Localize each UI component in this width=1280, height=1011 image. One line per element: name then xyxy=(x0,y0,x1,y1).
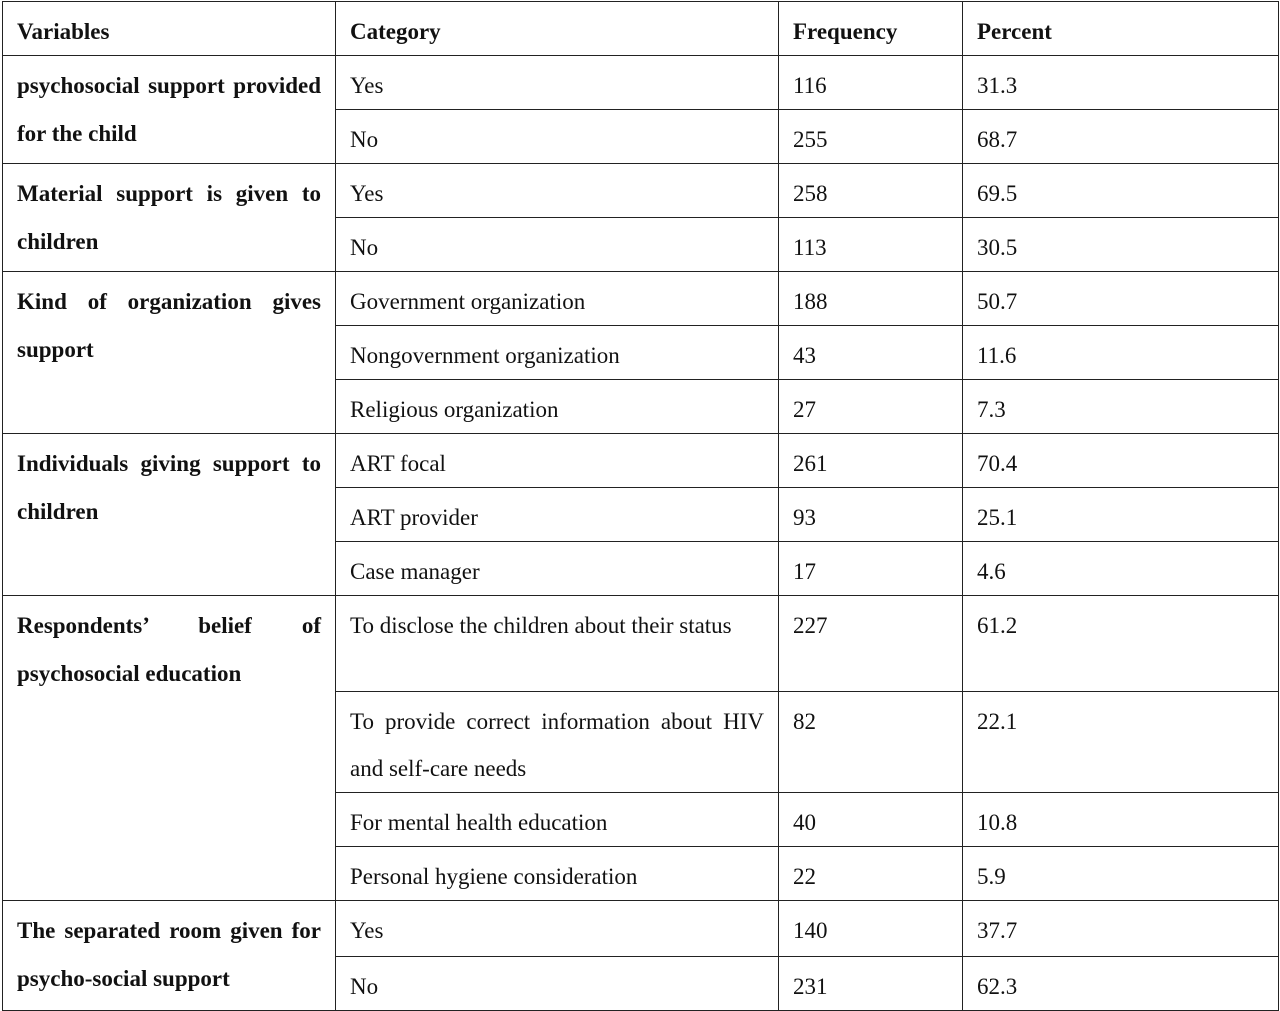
variable-cell: psychosocial support provided for the child xyxy=(3,56,336,164)
frequency-cell: 93 xyxy=(779,488,963,542)
frequency-cell: 40 xyxy=(779,793,963,847)
category-cell: Case manager xyxy=(336,542,779,596)
percent-cell: 68.7 xyxy=(963,110,1279,164)
percent-cell: 25.1 xyxy=(963,488,1279,542)
category-cell: ART provider xyxy=(336,488,779,542)
percent-cell: 11.6 xyxy=(963,326,1279,380)
table-row xyxy=(3,434,1279,488)
category-cell: Nongovernment organization xyxy=(336,326,779,380)
percent-cell: 37.7 xyxy=(963,901,1279,957)
frequency-cell: 258 xyxy=(779,164,963,218)
header-variables: Variables xyxy=(3,2,336,56)
category-cell: Personal hygiene consideration xyxy=(336,847,779,901)
header-category: Category xyxy=(336,2,779,56)
frequency-cell: 113 xyxy=(779,218,963,272)
header-row xyxy=(3,2,1279,56)
variable-cell: The separated room given for psycho-social support xyxy=(3,901,336,1011)
frequency-cell: 43 xyxy=(779,326,963,380)
frequency-cell: 27 xyxy=(779,380,963,434)
percent-cell: 5.9 xyxy=(963,847,1279,901)
table-row xyxy=(3,272,1279,326)
table-row xyxy=(3,596,1279,692)
table-row xyxy=(3,901,1279,957)
frequency-cell: 188 xyxy=(779,272,963,326)
percent-cell: 61.2 xyxy=(963,596,1279,692)
frequency-cell: 140 xyxy=(779,901,963,957)
frequency-cell: 261 xyxy=(779,434,963,488)
table-row xyxy=(3,164,1279,218)
frequency-cell: 231 xyxy=(779,957,963,1011)
header-percent: Percent xyxy=(963,2,1279,56)
frequency-cell: 116 xyxy=(779,56,963,110)
percent-cell: 62.3 xyxy=(963,957,1279,1011)
frequency-cell: 255 xyxy=(779,110,963,164)
category-cell: ART focal xyxy=(336,434,779,488)
frequency-cell: 17 xyxy=(779,542,963,596)
variable-cell: Material support is given to children xyxy=(3,164,336,272)
category-cell: Government organization xyxy=(336,272,779,326)
percent-cell: 7.3 xyxy=(963,380,1279,434)
percent-cell: 4.6 xyxy=(963,542,1279,596)
percent-cell: 30.5 xyxy=(963,218,1279,272)
variable-cell: Individuals giving support to children xyxy=(3,434,336,596)
percent-cell: 50.7 xyxy=(963,272,1279,326)
category-cell: No xyxy=(336,110,779,164)
category-cell: Yes xyxy=(336,56,779,110)
category-cell: Yes xyxy=(336,164,779,218)
category-cell: For mental health education xyxy=(336,793,779,847)
category-cell: No xyxy=(336,957,779,1011)
percent-cell: 31.3 xyxy=(963,56,1279,110)
header-frequency: Frequency xyxy=(779,2,963,56)
category-cell: To disclose the children about their status xyxy=(336,596,779,692)
table-row xyxy=(3,56,1279,110)
category-cell: Religious organization xyxy=(336,380,779,434)
category-cell: To provide correct information about HIV and self-care needs xyxy=(336,692,779,793)
percent-cell: 10.8 xyxy=(963,793,1279,847)
data-table xyxy=(2,1,1279,1011)
frequency-cell: 82 xyxy=(779,692,963,793)
category-cell: Yes xyxy=(336,901,779,957)
category-cell: No xyxy=(336,218,779,272)
variable-cell: Kind of organization gives support xyxy=(3,272,336,434)
frequency-cell: 22 xyxy=(779,847,963,901)
frequency-cell: 227 xyxy=(779,596,963,692)
variable-cell: Respondents’ belief of psychosocial education xyxy=(3,596,336,901)
percent-cell: 22.1 xyxy=(963,692,1279,793)
percent-cell: 70.4 xyxy=(963,434,1279,488)
percent-cell: 69.5 xyxy=(963,164,1279,218)
